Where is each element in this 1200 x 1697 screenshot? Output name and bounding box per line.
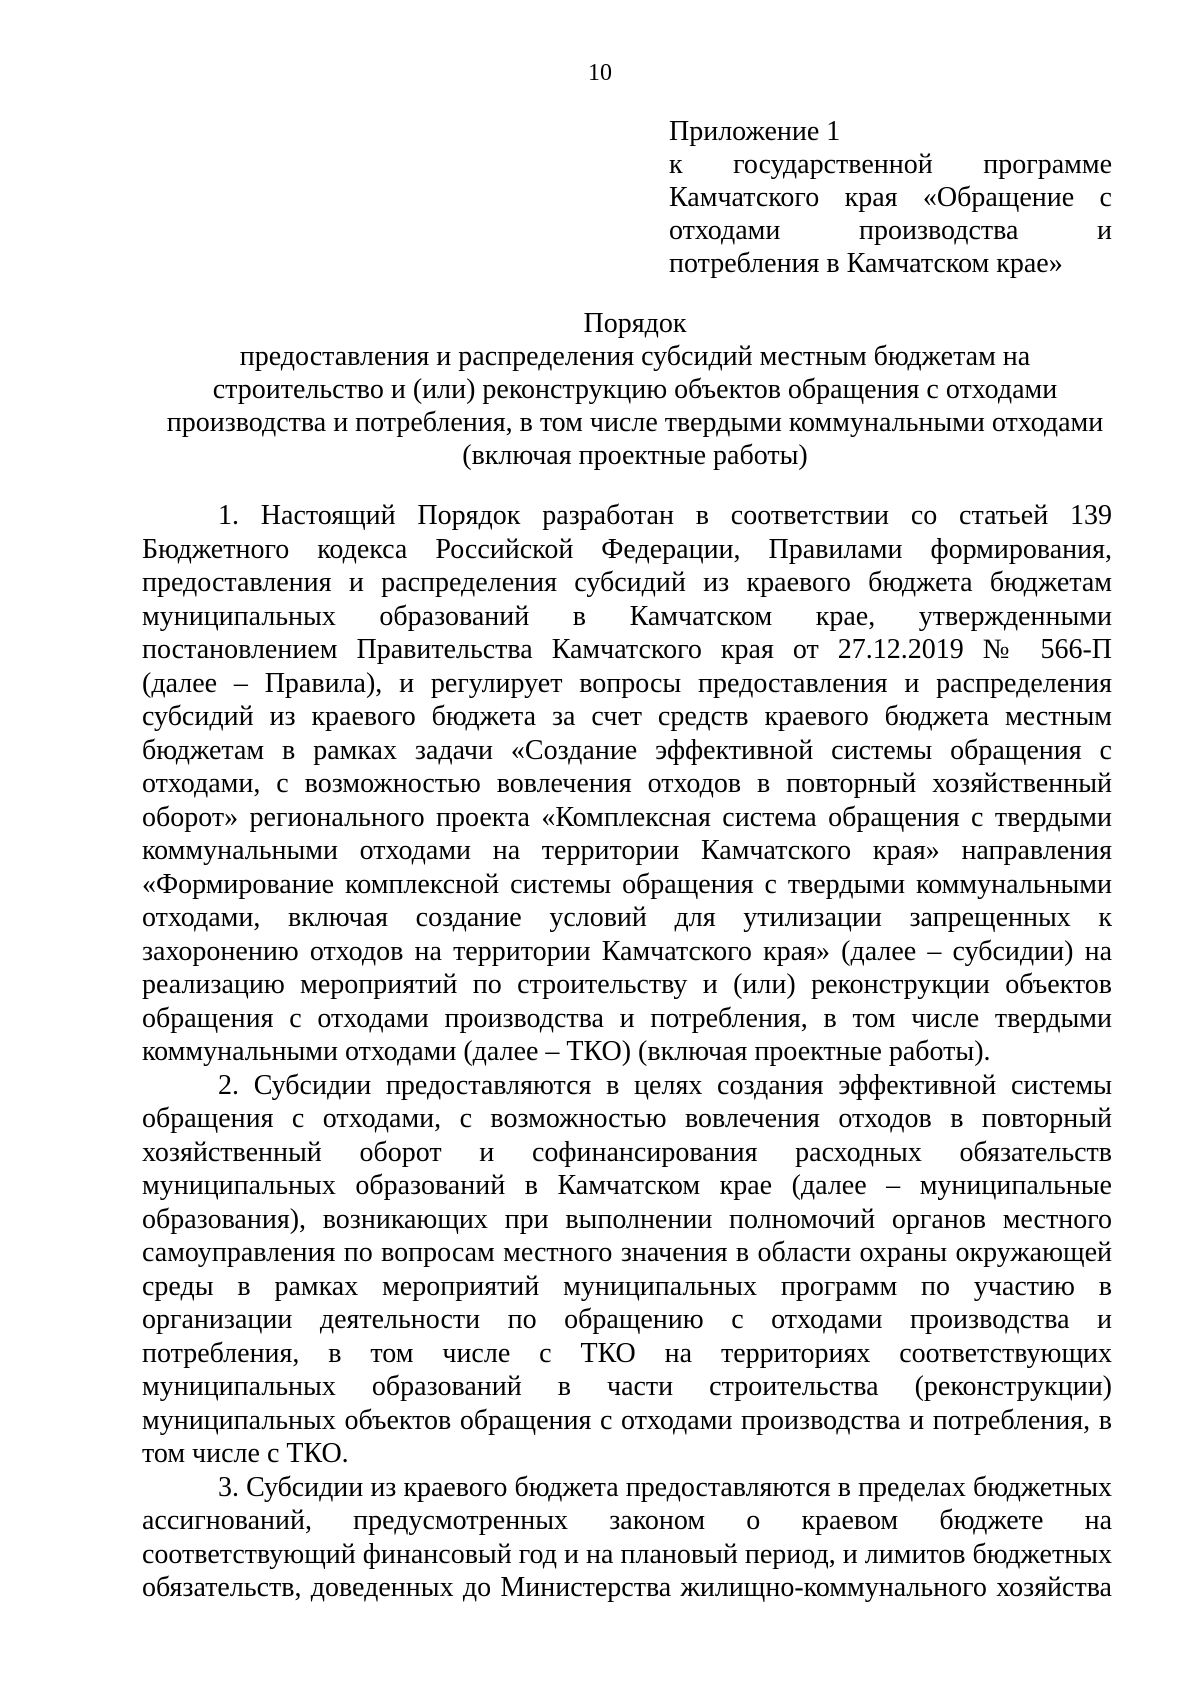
- text-line: самоуправления по вопросам местного значения в области охраны окружающей: [142, 1237, 1112, 1268]
- text-line: реализацию мероприятий по строительству и (или) реконструкции объектов: [142, 969, 1112, 1000]
- text-line: ассигнований, предусмотренных законом о краевом бюджете на: [142, 1505, 1112, 1536]
- text-line: обязательств, доведенных до Министерства жилищно-коммунального хозяйства: [142, 1572, 1112, 1603]
- text-line: муниципальных объектов обращения с отходами производства и потребления, в: [142, 1404, 1112, 1436]
- text-line: хозяйственный оборот и софинансирования расходных обязательств: [142, 1136, 1112, 1168]
- page-number: 10: [588, 60, 612, 86]
- text-line: бюджетам в рамках задачи «Создание эффективной системы обращения с: [142, 734, 1112, 766]
- appendix-line: Камчатского края «Обращение с: [669, 182, 1112, 213]
- text-line: муниципальных образований в части строительства (реконструкции): [142, 1371, 1112, 1402]
- text-line: 1. Настоящий Порядок разработан в соответствии со статьей 139: [218, 500, 1112, 531]
- text-line: отходами, с возможностью вовлечения отходов в повторный хозяйственный: [142, 768, 1112, 799]
- text-line: образования), возникающих при выполнении полномочий органов местного: [142, 1203, 1112, 1235]
- text-line: коммунальными отходами на территории Камчатского края» направления: [142, 835, 1112, 866]
- text-line: организации деятельности по обращению с отходами производства и: [142, 1304, 1112, 1335]
- text-line: муниципальных образований в Камчатском крае, утвержденными: [142, 600, 1112, 632]
- paragraph-1: [142, 499, 1112, 1069]
- text-line: соответствующий финансовый год и на плановый период, и лимитов бюджетных: [142, 1538, 1112, 1570]
- appendix-line: отходами производства и: [669, 215, 1112, 246]
- paragraph-2: [142, 1069, 1112, 1471]
- text-line: коммунальными отходами (далее – ТКО) (включая проектные работы).: [142, 1036, 991, 1067]
- text-line: оборот» регионального проекта «Комплексная система обращения с твердыми: [142, 801, 1112, 833]
- text-line: 3. Субсидии из краевого бюджета предоставляются в пределах бюджетных: [218, 1471, 1112, 1503]
- appendix-line: к государственной программе: [669, 149, 1112, 180]
- text-line: среды в рамках мероприятий муниципальных программ по участию в: [142, 1270, 1112, 1302]
- text-line: «Формирование комплексной системы обращения с твердыми коммунальными: [142, 868, 1112, 900]
- text-line: постановлением Правительства Камчатского края от 27.12.2019 № 566-П: [142, 634, 1112, 665]
- text-line: 2. Субсидии предоставляются в целях создания эффективной системы: [218, 1069, 1112, 1101]
- title-heading: Порядок: [583, 308, 687, 339]
- text-line: обращения с отходами производства и потребления, в том числе твердыми: [142, 1002, 1112, 1034]
- paragraph-3: [142, 1471, 1112, 1605]
- text-line: том числе с ТКО.: [142, 1438, 349, 1469]
- title-subtitle-line: строительство и (или) реконструкцию объектов обращения с отходами: [212, 374, 1058, 405]
- appendix-line: Приложение 1: [669, 116, 841, 147]
- text-line: обращения с отходами, с возможностью вовлечения отходов в повторный: [142, 1103, 1112, 1134]
- text-line: субсидий из краевого бюджета за счет средств краевого бюджета местным: [142, 701, 1112, 732]
- text-line: захоронению отходов на территории Камчатского края» (далее – субсидии) на: [142, 935, 1112, 967]
- text-line: предоставления и распределения субсидий из краевого бюджета бюджетам: [142, 567, 1112, 598]
- text-line: отходами, включая создание условий для утилизации запрещенных к: [142, 902, 1112, 933]
- text-line: Бюджетного кодекса Российской Федерации, Правилами формирования,: [142, 533, 1112, 565]
- title-subtitle-line: производства и потребления, в том числе твердыми коммунальными отходами: [166, 407, 1104, 438]
- text-line: (далее – Правила), и регулирует вопросы предоставления и распределения: [142, 667, 1112, 699]
- document-title: [0, 307, 1200, 472]
- text-line: потребления, в том числе с ТКО на территориях соответствующих: [142, 1337, 1112, 1369]
- text-line: муниципальных образований в Камчатском крае (далее – муниципальные: [142, 1170, 1112, 1201]
- appendix-note: [669, 115, 1112, 280]
- title-subtitle-line: (включая проектные работы): [462, 440, 808, 471]
- document-body: [142, 499, 1112, 1605]
- title-subtitle-line: предоставления и распределения субсидий местным бюджетам на: [239, 341, 1031, 372]
- appendix-line: потребления в Камчатском крае»: [669, 248, 1063, 279]
